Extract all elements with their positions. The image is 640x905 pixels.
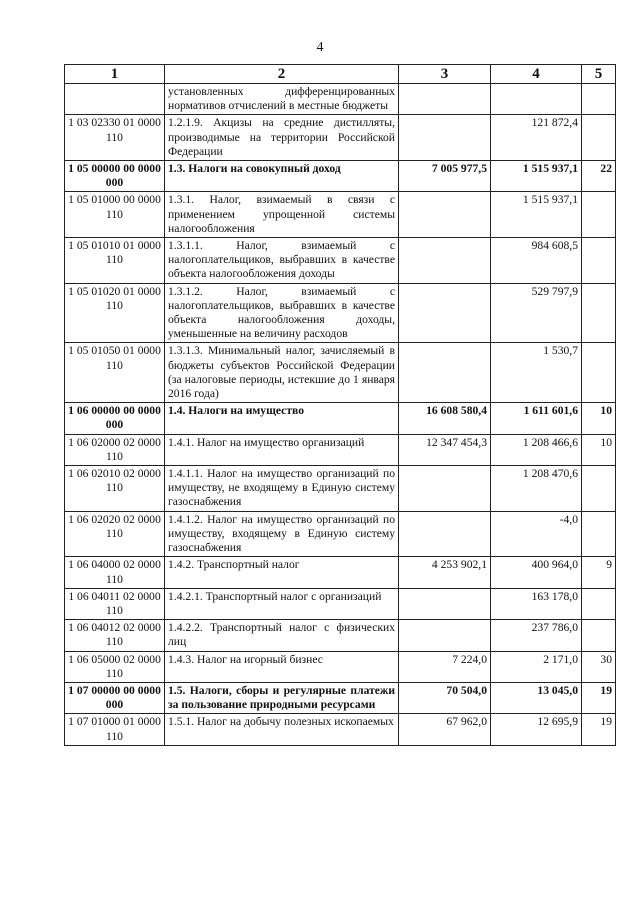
plan-amount-cell xyxy=(399,466,491,512)
budget-code-cell: 1 05 00000 00 0000 000 xyxy=(65,161,165,192)
budget-table xyxy=(64,64,616,746)
percent-cell: 10 xyxy=(582,403,616,434)
actual-amount-cell: 1 515 937,1 xyxy=(491,192,582,238)
actual-amount-cell: 121 872,4 xyxy=(491,115,582,161)
budget-code-cell: 1 03 02330 01 0000 110 xyxy=(65,115,165,161)
percent-cell xyxy=(582,511,616,557)
table-row xyxy=(65,466,616,512)
table-row xyxy=(65,620,616,651)
actual-amount-cell: 1 530,7 xyxy=(491,343,582,403)
plan-amount-cell: 7 005 977,5 xyxy=(399,161,491,192)
percent-cell xyxy=(582,620,616,651)
percent-cell: 9 xyxy=(582,557,616,588)
item-name-cell: 1.2.1.9. Акцизы на средние дистилляты, производимые на территории Российской Федерации xyxy=(165,115,399,161)
table-header-row xyxy=(65,65,616,84)
plan-amount-cell xyxy=(399,620,491,651)
plan-amount-cell xyxy=(399,343,491,403)
plan-amount-cell xyxy=(399,588,491,619)
item-name-cell: 1.4.1.2. Налог на имущество организаций по имуществу, входящему в Единую систему газоснабжения xyxy=(165,511,399,557)
plan-amount-cell xyxy=(399,283,491,343)
table-body xyxy=(65,84,616,746)
item-name-cell: 1.4. Налоги на имущество xyxy=(165,403,399,434)
item-name-cell: установленных дифференцированных нормативов отчислений в местные бюджеты xyxy=(165,84,399,115)
budget-code-cell: 1 06 04012 02 0000 110 xyxy=(65,620,165,651)
item-name-cell: 1.5. Налоги, сборы и регулярные платежи за пользование природными ресурсами xyxy=(165,682,399,713)
budget-code-cell: 1 06 04011 02 0000 110 xyxy=(65,588,165,619)
percent-cell: 19 xyxy=(582,682,616,713)
plan-amount-cell: 70 504,0 xyxy=(399,682,491,713)
item-name-cell: 1.3.1.2. Налог, взимаемый с налогоплательщиков, выбравших в качестве объекта налогообложения доходы, уменьшенные на величину расходов xyxy=(165,283,399,343)
plan-amount-cell: 4 253 902,1 xyxy=(399,557,491,588)
budget-code-cell: 1 06 02010 02 0000 110 xyxy=(65,466,165,512)
budget-code-cell: 1 05 01000 00 0000 110 xyxy=(65,192,165,238)
column-header: 3 xyxy=(399,65,491,84)
budget-code-cell: 1 06 00000 00 0000 000 xyxy=(65,403,165,434)
table-row xyxy=(65,161,616,192)
item-name-cell: 1.4.2.1. Транспортный налог с организаций xyxy=(165,588,399,619)
budget-code-cell: 1 07 01000 01 0000 110 xyxy=(65,714,165,745)
plan-amount-cell: 67 962,0 xyxy=(399,714,491,745)
actual-amount-cell: 1 611 601,6 xyxy=(491,403,582,434)
item-name-cell: 1.4.3. Налог на игорный бизнес xyxy=(165,651,399,682)
page-number: 4 xyxy=(316,40,324,55)
column-header: 4 xyxy=(491,65,582,84)
plan-amount-cell xyxy=(399,511,491,557)
table-row xyxy=(65,682,616,713)
budget-code-cell: 1 05 01020 01 0000 110 xyxy=(65,283,165,343)
table-row xyxy=(65,238,616,284)
table-row xyxy=(65,434,616,465)
plan-amount-cell xyxy=(399,192,491,238)
percent-cell xyxy=(582,238,616,284)
percent-cell: 19 xyxy=(582,714,616,745)
budget-code-cell: 1 06 05000 02 0000 110 xyxy=(65,651,165,682)
actual-amount-cell: 12 695,9 xyxy=(491,714,582,745)
table-row xyxy=(65,192,616,238)
budget-code-cell: 1 05 01010 01 0000 110 xyxy=(65,238,165,284)
plan-amount-cell xyxy=(399,238,491,284)
actual-amount-cell: 984 608,5 xyxy=(491,238,582,284)
actual-amount-cell: -4,0 xyxy=(491,511,582,557)
item-name-cell: 1.4.2.2. Транспортный налог с физических лиц xyxy=(165,620,399,651)
percent-cell xyxy=(582,84,616,115)
actual-amount-cell: 237 786,0 xyxy=(491,620,582,651)
table-row xyxy=(65,84,616,115)
budget-code-cell: 1 06 02000 02 0000 110 xyxy=(65,434,165,465)
budget-code-cell xyxy=(65,84,165,115)
budget-code-cell: 1 05 01050 01 0000 110 xyxy=(65,343,165,403)
plan-amount-cell: 7 224,0 xyxy=(399,651,491,682)
item-name-cell: 1.4.2. Транспортный налог xyxy=(165,557,399,588)
item-name-cell: 1.3.1. Налог, взимаемый в связи с применением упрощенной системы налогообложения xyxy=(165,192,399,238)
percent-cell xyxy=(582,588,616,619)
actual-amount-cell: 2 171,0 xyxy=(491,651,582,682)
plan-amount-cell xyxy=(399,84,491,115)
percent-cell: 10 xyxy=(582,434,616,465)
actual-amount-cell: 529 797,9 xyxy=(491,283,582,343)
percent-cell xyxy=(582,343,616,403)
actual-amount-cell: 1 208 466,6 xyxy=(491,434,582,465)
table-row xyxy=(65,343,616,403)
actual-amount-cell: 163 178,0 xyxy=(491,588,582,619)
table-row xyxy=(65,283,616,343)
table-row xyxy=(65,115,616,161)
plan-amount-cell: 12 347 454,3 xyxy=(399,434,491,465)
budget-code-cell: 1 06 04000 02 0000 110 xyxy=(65,557,165,588)
plan-amount-cell: 16 608 580,4 xyxy=(399,403,491,434)
item-name-cell: 1.5.1. Налог на добычу полезных ископаемых xyxy=(165,714,399,745)
percent-cell: 22 xyxy=(582,161,616,192)
actual-amount-cell: 400 964,0 xyxy=(491,557,582,588)
table-row xyxy=(65,588,616,619)
percent-cell xyxy=(582,115,616,161)
percent-cell xyxy=(582,192,616,238)
percent-cell xyxy=(582,466,616,512)
table-row xyxy=(65,511,616,557)
plan-amount-cell xyxy=(399,115,491,161)
item-name-cell: 1.3. Налоги на совокупный доход xyxy=(165,161,399,192)
column-header: 2 xyxy=(165,65,399,84)
actual-amount-cell xyxy=(491,84,582,115)
budget-code-cell: 1 06 02020 02 0000 110 xyxy=(65,511,165,557)
actual-amount-cell: 1 208 470,6 xyxy=(491,466,582,512)
actual-amount-cell: 13 045,0 xyxy=(491,682,582,713)
column-header: 1 xyxy=(65,65,165,84)
budget-code-cell: 1 07 00000 00 0000 000 xyxy=(65,682,165,713)
column-header: 5 xyxy=(582,65,616,84)
percent-cell xyxy=(582,283,616,343)
item-name-cell: 1.3.1.3. Минимальный налог, зачисляемый в бюджеты субъектов Российской Федерации (за налоговые периоды, истекшие до 1 января 2016 года) xyxy=(165,343,399,403)
percent-cell: 30 xyxy=(582,651,616,682)
table-row xyxy=(65,403,616,434)
item-name-cell: 1.3.1.1. Налог, взимаемый с налогоплательщиков, выбравших в качестве объекта налогообложения доходы xyxy=(165,238,399,284)
actual-amount-cell: 1 515 937,1 xyxy=(491,161,582,192)
table-row xyxy=(65,651,616,682)
table-row xyxy=(65,557,616,588)
item-name-cell: 1.4.1. Налог на имущество организаций xyxy=(165,434,399,465)
table-row xyxy=(65,714,616,745)
item-name-cell: 1.4.1.1. Налог на имущество организаций по имуществу, не входящему в Единую систему газоснабжения xyxy=(165,466,399,512)
